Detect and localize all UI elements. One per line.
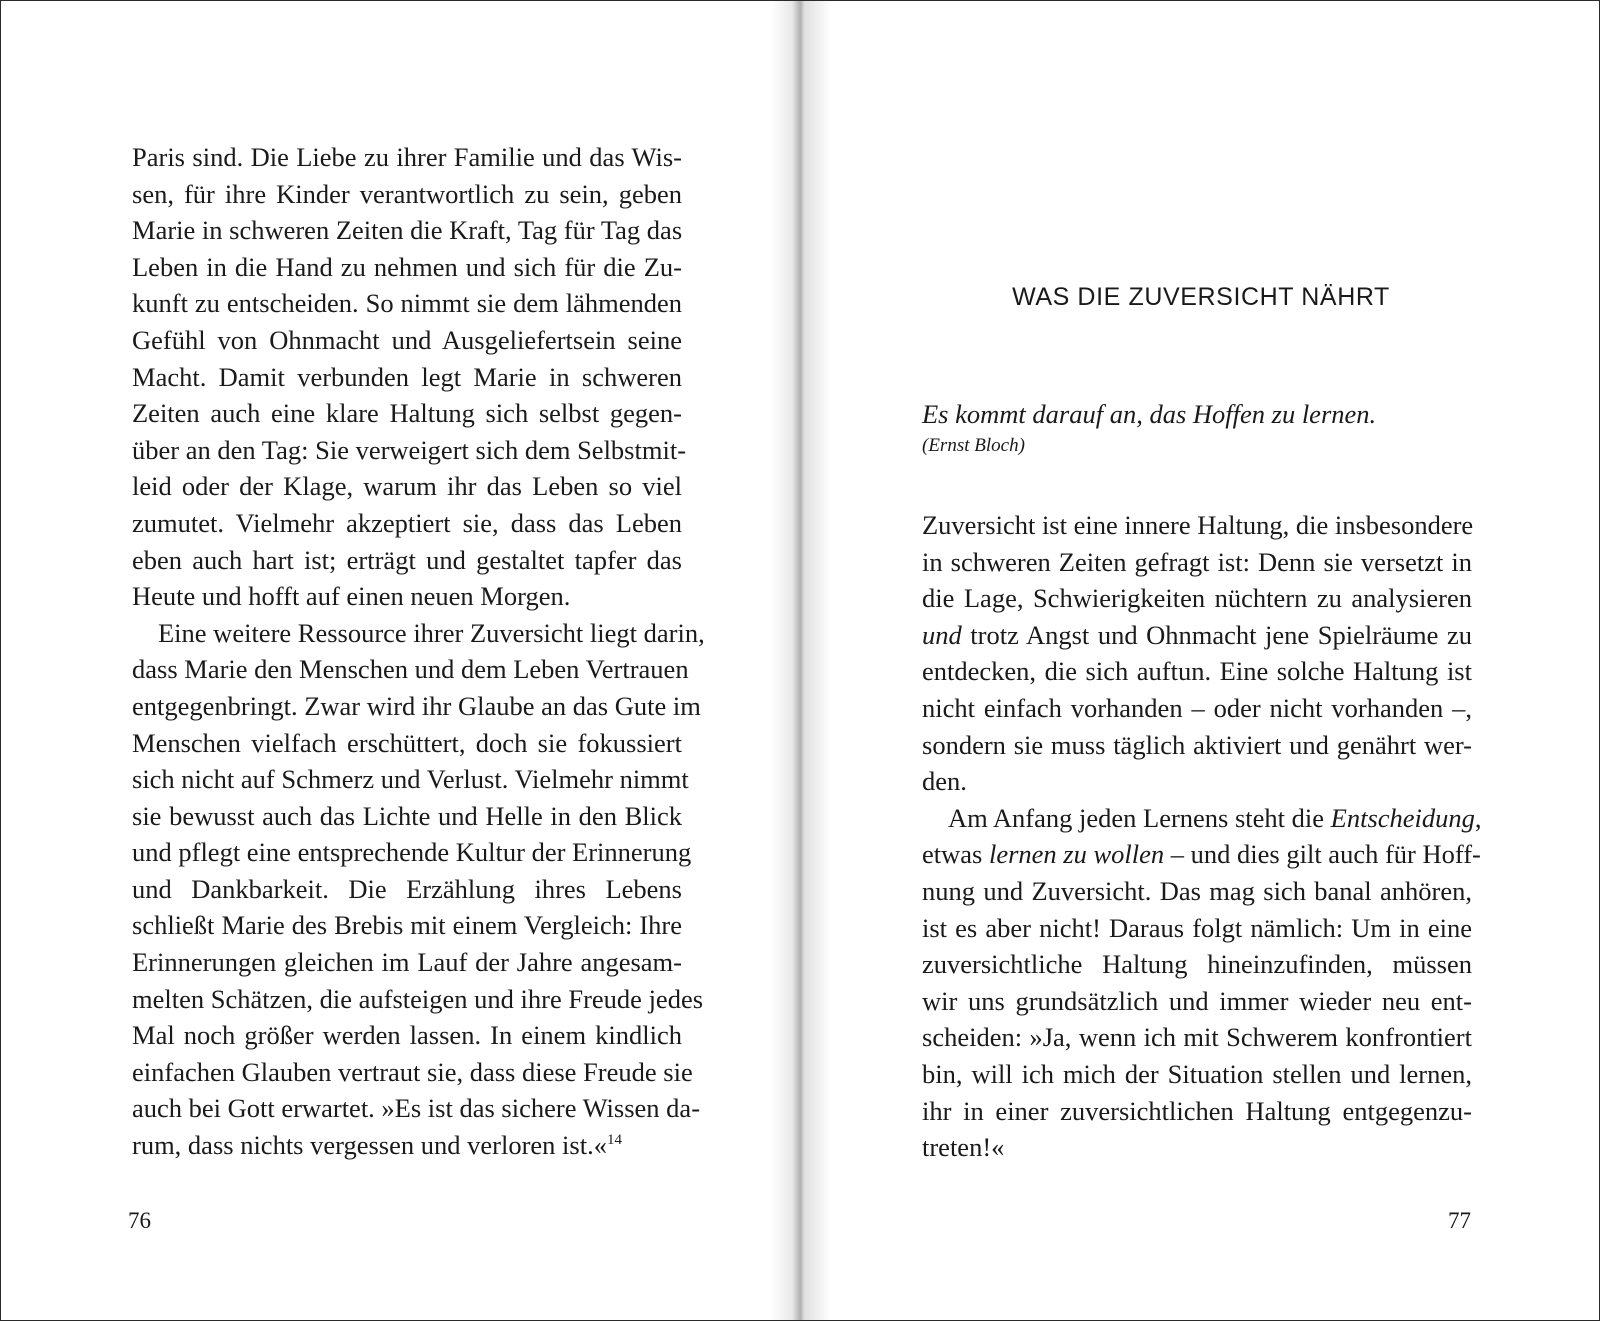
left-body-text xyxy=(132,139,705,1164)
text-line xyxy=(922,836,1481,873)
text-line: einfachen Glauben vertraut sie, dass diese Freude sie xyxy=(132,1056,693,1087)
right-page xyxy=(801,1,1600,1320)
text-line: kunft zu entscheiden. So nimmt sie dem lähmenden xyxy=(132,288,682,319)
text-line xyxy=(922,617,1472,654)
text-line: bin, will ich mich der Situation stellen und lernen, xyxy=(922,1058,1472,1089)
epigraph-author: (Ernst Bloch) xyxy=(922,435,1025,456)
text-line: sen, für ihre Kinder verantwortlich zu sein, geben xyxy=(132,178,682,209)
text-line-content: rum, dass nichts vergessen und verloren ist.« xyxy=(132,1130,607,1161)
text-line: ist es aber nicht! Daraus folgt nämlich: Um in eine xyxy=(922,912,1472,943)
emphasis-text: und xyxy=(922,619,962,650)
text-line: treten!« xyxy=(922,1132,1005,1163)
page-number-right: 77 xyxy=(1448,1208,1471,1233)
text-line: Paris sind. Die Liebe zu ihrer Familie und das Wis- xyxy=(132,142,682,172)
text-line: nung und Zuversicht. Das mag sich banal anhören, xyxy=(922,875,1472,906)
text-line-last xyxy=(132,1127,682,1164)
text-line: nicht einfach vorhanden – oder nicht vorhanden –, xyxy=(922,692,1472,723)
text-line: Leben in die Hand zu nehmen und sich für die Zu- xyxy=(132,251,682,282)
text-line: sich nicht auf Schmerz und Verlust. Vielmehr nimmt xyxy=(132,764,689,795)
text-line: über an den Tag: Sie verweigert sich dem Selbstmit- xyxy=(132,434,687,465)
text-line: Mal noch größer werden lassen. In einem kindlich xyxy=(132,1020,682,1051)
text-line: Heute und hofft auf einen neuen Morgen. xyxy=(132,581,571,612)
text-line: Zeiten auch eine klare Haltung sich selbst gegen- xyxy=(132,398,682,429)
text-line: sie bewusst auch das Lichte und Helle in den Blick xyxy=(132,800,682,831)
epigraph-quote: Es kommt darauf an, das Hoffen zu lernen. xyxy=(922,399,1377,429)
text-line xyxy=(922,800,1482,837)
text-line: in schweren Zeiten gefragt ist: Denn sie versetzt in xyxy=(922,546,1472,577)
text-line: Menschen vielfach erschüttert, doch sie fokussiert xyxy=(132,727,682,758)
right-body-text xyxy=(922,507,1482,1166)
text-line: melten Schätzen, die aufsteigen und ihre Freude jedes xyxy=(132,983,704,1014)
emphasis-text: lernen zu wollen xyxy=(988,839,1165,870)
text-line: ihr in einer zuversichtlichen Haltung entgegenzu- xyxy=(922,1095,1472,1126)
text-line: schließt Marie des Brebis mit einem Vergleich: Ihre xyxy=(132,910,682,941)
text-segment: , xyxy=(1474,802,1482,833)
emphasis-text: Entscheidung xyxy=(1330,802,1475,833)
text-line: eben auch hart ist; erträgt und gestaltet tapfer das xyxy=(132,544,682,575)
text-line: Eine weitere Ressource ihrer Zuversicht liegt darin, xyxy=(158,617,705,648)
text-line: die Lage, Schwierigkeiten nüchtern zu analysieren xyxy=(922,583,1472,614)
text-line: Macht. Damit verbunden legt Marie in schweren xyxy=(132,361,682,392)
text-line: entdecken, die sich auftun. Eine solche Haltung ist xyxy=(922,656,1472,687)
text-line: Marie in schweren Zeiten die Kraft, Tag für Tag das xyxy=(132,215,683,246)
left-page xyxy=(1,1,801,1320)
chapter-heading: WAS DIE ZUVERSICHT NÄHRT xyxy=(1012,283,1390,311)
text-line: Gefühl von Ohnmacht und Ausgeliefertsein seine xyxy=(132,324,682,355)
text-line: den. xyxy=(922,766,967,797)
text-line: Erinnerungen gleichen im Lauf der Jahre angesam- xyxy=(132,947,682,978)
text-line: auch bei Gott erwartet. »Es ist das sichere Wissen da- xyxy=(132,1093,701,1124)
text-line: entgegenbringt. Zwar wird ihr Glaube an das Gute im xyxy=(132,690,701,721)
text-line: scheiden: »Ja, wenn ich mit Schwerem konfrontiert xyxy=(922,1022,1472,1053)
page-number-left: 76 xyxy=(128,1208,151,1233)
text-line: und Dankbarkeit. Die Erzählung ihres Lebens xyxy=(132,873,682,904)
text-line: zumutet. Vielmehr akzeptiert sie, dass das Leben xyxy=(132,507,682,538)
text-line: zuversichtliche Haltung hineinzufinden, müssen xyxy=(922,949,1472,980)
text-line: leid oder der Klage, warum ihr das Leben so viel xyxy=(132,471,682,502)
text-segment: etwas xyxy=(922,839,989,870)
text-line: und pflegt eine entsprechende Kultur der Erinnerung xyxy=(132,837,692,868)
text-line: Zuversicht ist eine innere Haltung, die insbesondere xyxy=(922,510,1474,540)
text-line: dass Marie den Menschen und dem Leben Vertrauen xyxy=(132,654,689,685)
footnote-reference: 14 xyxy=(606,1132,622,1149)
text-segment: – und dies gilt auch für Hoff- xyxy=(1164,839,1481,870)
text-segment: Am Anfang jeden Lernens steht die xyxy=(948,802,1331,833)
text-line: sondern sie muss täglich aktiviert und genährt wer- xyxy=(922,729,1472,760)
text-line: wir uns grundsätzlich und immer wieder neu ent- xyxy=(922,985,1472,1016)
text-segment: trotz Angst und Ohnmacht jene Spielräume zu xyxy=(961,619,1472,650)
